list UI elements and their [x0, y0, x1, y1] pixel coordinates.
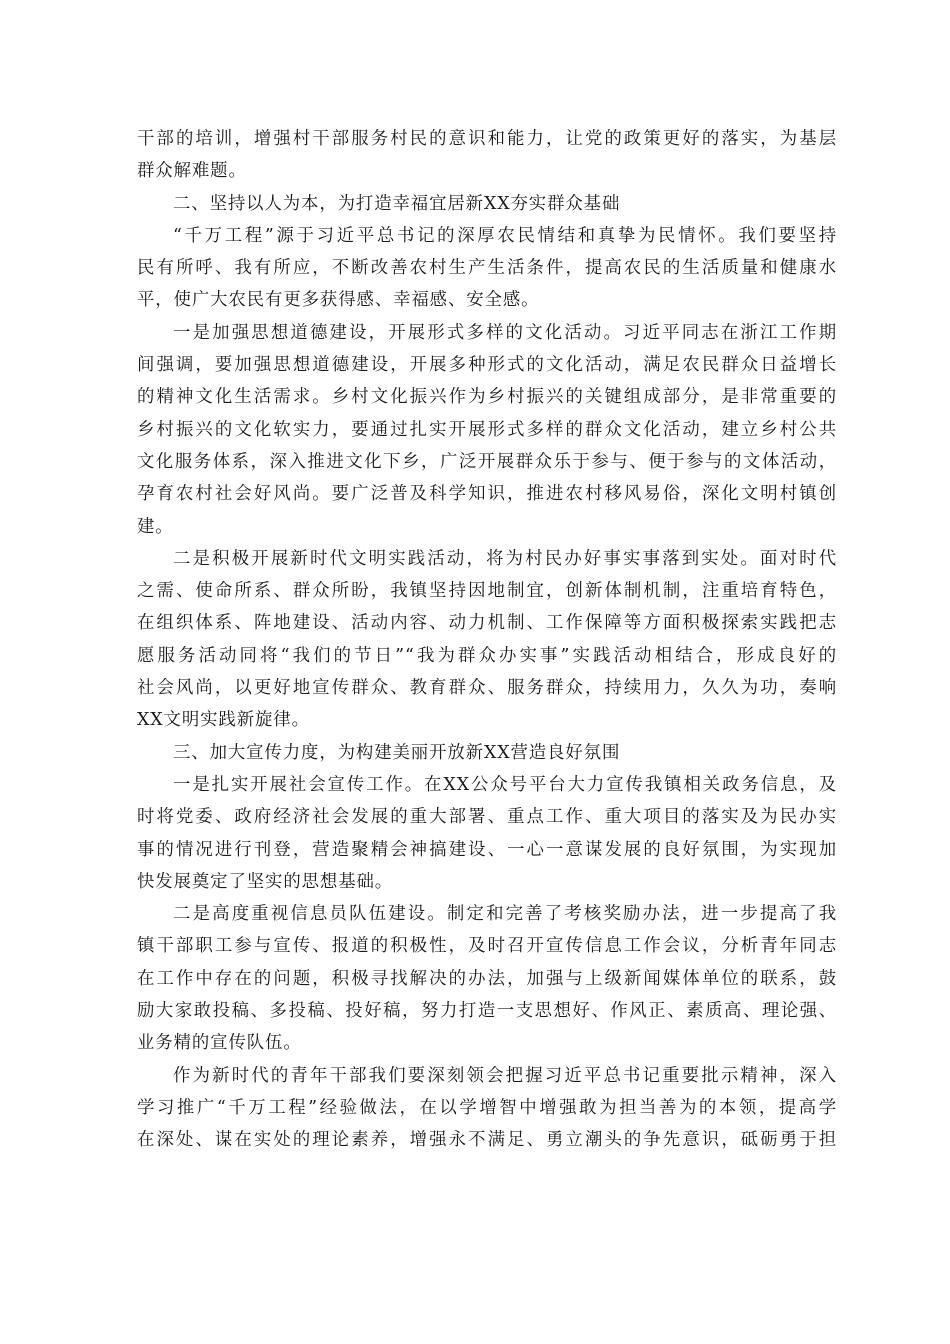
paragraph-line: XX文明实践新旋律。 [137, 710, 310, 731]
paragraph-line: 快发展奠定了坚实的思想基础。 [137, 871, 394, 892]
paragraph-line: 孕育农村社会好风尚。要广泛普及科学知识，推进农村移风易俗，深化文明村镇创 [137, 484, 837, 505]
paragraph-line: 业务精的宣传队伍。 [137, 1033, 302, 1054]
paragraph-line: 时将党委、政府经济社会发展的重大部署、重点工作、重大项目的落实及为民办实 [137, 807, 837, 828]
paragraph-line: 愿服务活动同将“我们的节日”“我为群众办实事”实践活动相结合，形成良好的 [137, 645, 837, 666]
paragraph-line: 平，使广大农民有更多获得感、幸福感、安全感。 [137, 290, 540, 311]
paragraph-line: 建。 [137, 516, 174, 537]
paragraph-line: 在工作中存在的问题，积极寻找解决的办法，加强与上级新闻媒体单位的联系，鼓 [137, 968, 837, 989]
paragraph-line: 在深处、谋在实处的理论素养，增强永不满足、勇立潮头的争先意识，砥砺勇于担 [137, 1130, 837, 1151]
paragraph-line: 事的情况进行刊登，营造聚精会神搞建设、一心一意谋发展的良好氛围，为实现加 [137, 839, 837, 860]
paragraph-line: 学习推广“千万工程”经验做法，在以学增智中增强敢为担当善为的本领，提高学 [137, 1097, 837, 1118]
paragraph-line: 励大家敢投稿、多投稿、投好稿，努力打造一支思想好、作风正、素质高、理论强、 [137, 1001, 837, 1022]
paragraph-line: 乡村振兴的文化软实力，要通过扎实开展形式多样的群众文化活动，建立乡村公共 [137, 419, 837, 440]
paragraph-line: 社会风尚，以更好地宣传群众、教育群众、服务群众，持续用力，久久为功，奏响 [137, 678, 837, 699]
paragraph-line: 镇干部职工参与宣传、报道的积极性，及时召开宣传信息工作会议，分析青年同志 [137, 936, 837, 957]
paragraph-first-line: 三、加大宣传力度，为构建美丽开放新XX营造良好氛围 [173, 742, 621, 763]
paragraph-first-line: 作为新时代的青年干部我们要深刻领会把握习近平总书记重要批示精神，深入 [173, 1065, 837, 1086]
paragraph-line: 干部的培训，增强村干部服务村民的意识和能力，让党的政策更好的落实，为基层 [137, 129, 837, 149]
paragraph-first-line: 一是加强思想道德建设，开展形式多样的文化活动。习近平同志在浙江工作期 [173, 322, 837, 343]
document-body [137, 123, 837, 1157]
paragraph-line: 之需、使命所系、群众所盼，我镇坚持因地制宜，创新体制机制，注重培育特色， [137, 581, 837, 602]
paragraph-line: 的精神文化生活需求。乡村文化振兴作为乡村振兴的关键组成部分，是非常重要的 [137, 387, 837, 408]
paragraph-line: 群众解难题。 [137, 161, 247, 182]
paragraph-line: 文化服务体系，深入推进文化下乡，广泛开展群众乐于参与、便于参与的文体活动， [137, 451, 837, 472]
paragraph-line: 在组织体系、阵地建设、活动内容、动力机制、工作保障等方面积极探索实践把志 [137, 613, 837, 634]
paragraph-line: 民有所呼、我有所应，不断改善农村生产生活条件，提高农民的生活质量和健康水 [137, 258, 837, 279]
paragraph-first-line: 一是扎实开展社会宣传工作。在XX公众号平台大力宣传我镇相关政务信息，及 [173, 774, 837, 795]
paragraph-line: 间强调，要加强思想道德建设，开展多种形式的文化活动，满足农民群众日益增长 [137, 355, 837, 376]
paragraph-first-line: “千万工程”源于习近平总书记的深厚农民情结和真挚为民情怀。我们要坚持 [173, 225, 837, 246]
paragraph-first-line: 二是积极开展新时代文明实践活动，将为村民办好事实事落到实处。面对时代 [173, 548, 837, 569]
paragraph-first-line: 二、坚持以人为本，为打造幸福宜居新XX夯实群众基础 [173, 193, 621, 214]
paragraph-first-line: 二是高度重视信息员队伍建设。制定和完善了考核奖励办法，进一步提高了我 [173, 904, 837, 925]
